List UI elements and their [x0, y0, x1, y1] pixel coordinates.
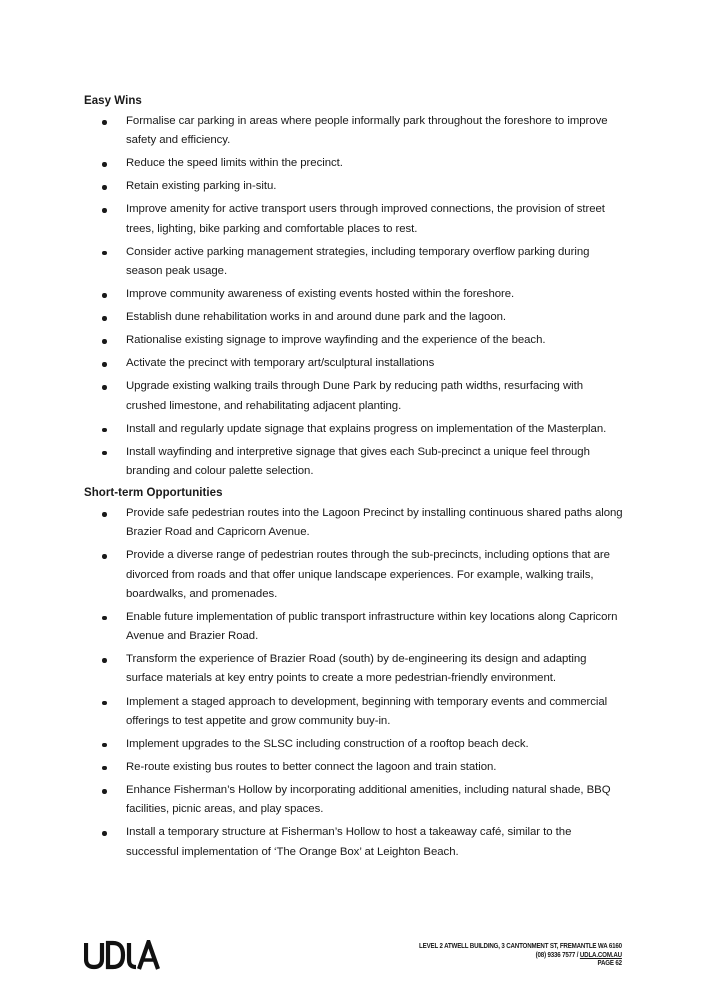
bullet-icon: [102, 428, 107, 433]
list-item: [84, 285, 624, 304]
list-item: [84, 354, 624, 373]
list-item-text: Transform the experience of Brazier Road (south) by de-engineering its design and adapting surface materials at key entry points to create a more pedestrian-friendly environment.: [126, 653, 587, 685]
bullet-icon: [102, 362, 107, 367]
list-item-text: Enable future implementation of public transport infrastructure within key locations along Capricorn Avenue and Brazier Road.: [126, 610, 618, 643]
list-item: [84, 735, 624, 754]
list-item: [84, 608, 624, 646]
bullet-icon: [102, 185, 107, 190]
bullet-list: [84, 112, 624, 481]
bullet-icon: [102, 766, 107, 771]
list-item-text: Upgrade existing walking trails through Dune Park by reducing path widths, resurfacing with crushed limestone, and rehabilitating adjacent planting.: [126, 380, 584, 412]
bullet-icon: [102, 385, 107, 390]
list-item-text: Install a temporary structure at Fisherman’s Hollow to host a takeaway café, similar to the successful implementation of ‘The Orange Box’ at Leighton Beach.: [126, 826, 572, 858]
list-item: [84, 504, 624, 542]
list-item-text: Improve amenity for active transport users through improved connections, the provision of street trees, lighting, bike parking and comfortable places to rest.: [126, 203, 605, 235]
list-item-text: Provide safe pedestrian routes into the Lagoon Precinct by installing continuous shared paths along Brazier Road and Capricorn Avenue.: [126, 507, 623, 539]
list-item-text: Reduce the speed limits within the precinct.: [126, 157, 343, 170]
list-item-text: Enhance Fisherman’s Hollow by incorporating additional amenities, including natural shade, BBQ facilities, picnic areas, and play spaces.: [126, 784, 611, 816]
footer-contact-line: [419, 951, 622, 960]
section-heading: Easy Wins: [84, 95, 142, 107]
bullet-icon: [102, 743, 107, 748]
bullet-icon: [102, 316, 107, 321]
section-easy-wins: [84, 93, 624, 481]
list-item-text: Retain existing parking in-situ.: [126, 180, 277, 193]
bullet-icon: [102, 208, 107, 213]
list-item: [84, 420, 624, 439]
list-item: [84, 823, 624, 861]
footer-address: LEVEL 2 ATWELL BUILDING, 3 CANTONMENT ST, FREMANTLE WA 6160: [419, 941, 622, 950]
list-item-text: Establish dune rehabilitation works in and around dune park and the lagoon.: [126, 311, 507, 324]
bullet-icon: [102, 339, 107, 344]
list-item-text: Install wayfinding and interpretive signage that gives each Sub-precinct a unique feel through branding and colour palette selection.: [126, 445, 590, 478]
list-item: [84, 377, 624, 415]
bullet-icon: [102, 658, 107, 663]
bullet-icon: [102, 293, 107, 298]
bullet-icon: [102, 162, 107, 167]
page-content: [84, 93, 624, 866]
list-item-text: Formalise car parking in areas where people informally park throughout the foreshore to improve safety and efficiency.: [126, 115, 608, 147]
list-item: [84, 781, 624, 819]
udla-logo: [84, 940, 160, 970]
list-item-text: Consider active parking management strategies, including temporary overflow parking during season peak usage.: [126, 245, 590, 277]
bullet-icon: [102, 616, 107, 621]
list-item-text: Re-route existing bus routes to better connect the lagoon and train station.: [126, 760, 497, 773]
list-item: [84, 758, 624, 777]
footer-contact: [419, 942, 622, 968]
bullet-icon: [102, 701, 107, 706]
bullet-list: [84, 504, 624, 862]
list-item-text: Install and regularly update signage that explains progress on implementation of the Masterplan.: [126, 422, 607, 435]
footer-website-link[interactable]: UDLA.COM.AU: [579, 949, 622, 959]
list-item: [84, 650, 624, 688]
list-item: [84, 154, 624, 173]
list-item: [84, 200, 624, 238]
section-heading: Short-term Opportunities: [84, 487, 223, 500]
bullet-icon: [102, 789, 107, 794]
bullet-icon: [102, 831, 107, 836]
list-item: [84, 308, 624, 327]
list-item: [84, 693, 624, 731]
list-item-text: Provide a diverse range of pedestrian routes through the sub-precincts, including options that are divorced from roads and that offer unique landscape experiences. For example, walking trails, boardwalks, and promenades.: [126, 549, 610, 600]
footer-separator: /: [576, 949, 579, 959]
bullet-icon: [102, 120, 107, 125]
list-item-text: Rationalise existing signage to improve wayfinding and the experience of the beach.: [126, 334, 546, 347]
list-item: [84, 177, 624, 196]
list-item-text: Improve community awareness of existing events hosted within the foreshore.: [126, 288, 515, 301]
list-item-text: Implement a staged approach to development, beginning with temporary events and commercial offerings to test appetite and grow community buy-in.: [126, 695, 608, 727]
bullet-icon: [102, 512, 107, 517]
list-item-text: Activate the precinct with temporary art/sculptural installations: [126, 357, 435, 370]
list-item: [84, 243, 624, 281]
section-short-term-opportunities: [84, 485, 624, 862]
bullet-icon: [102, 251, 107, 256]
footer-phone: (08) 9336 7577: [535, 949, 576, 959]
list-item-text: Implement upgrades to the SLSC including construction of a rooftop beach deck.: [126, 737, 529, 750]
list-item: [84, 443, 624, 481]
list-item: [84, 331, 624, 350]
page-number: PAGE 62: [597, 958, 622, 968]
bullet-icon: [102, 451, 107, 456]
list-item: [84, 546, 624, 604]
bullet-icon: [102, 554, 107, 559]
list-item: [84, 112, 624, 150]
